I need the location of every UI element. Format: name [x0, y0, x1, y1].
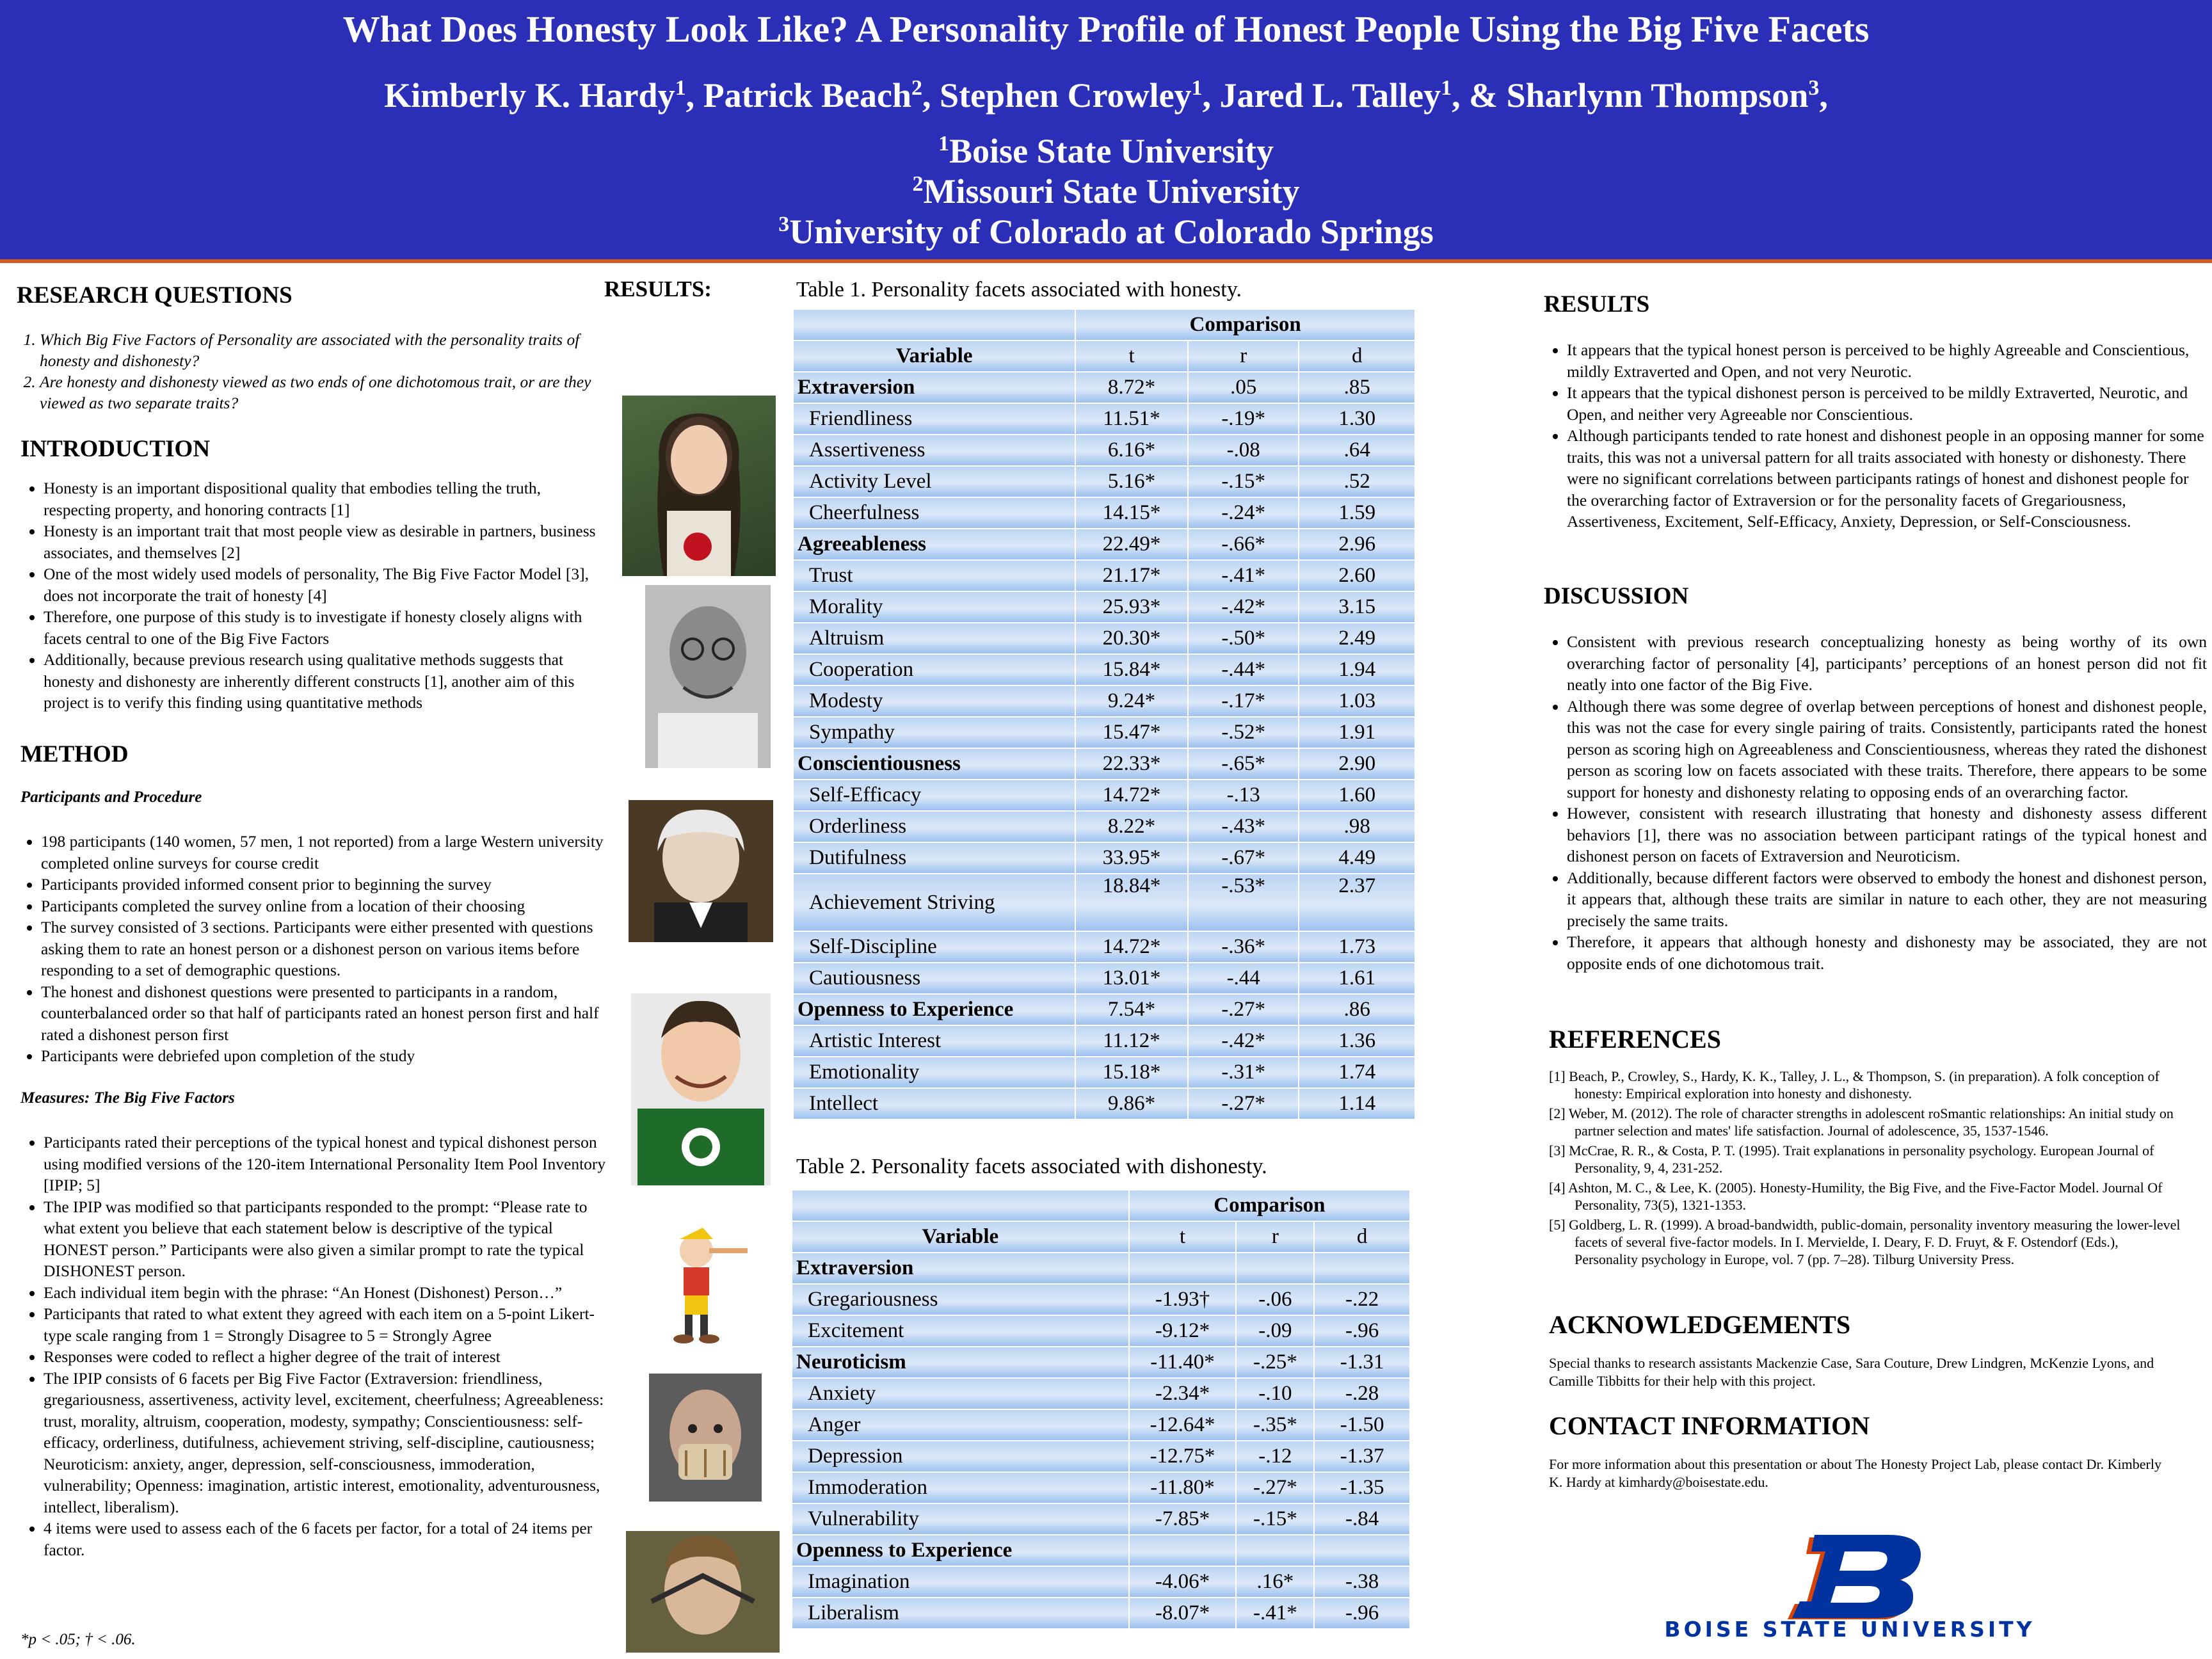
row-label: Openness to Experience [793, 994, 1075, 1025]
list-item: • Therefore, one purpose of this study is to investigate if honesty closely aligns with facets central to one of the Big Five Factors [44, 606, 607, 649]
cell-t: 7.54* [1075, 994, 1188, 1025]
method-subheading-measures: Measures: The Big Five Factors [20, 1089, 235, 1107]
row-label: Gregariousness [792, 1284, 1129, 1315]
honest-person-photo-1 [622, 396, 776, 576]
row-label: Modesty [793, 685, 1075, 717]
list-item: • Additionally, because different factors were observed to embody the honest and dishonest person, it appears that, although these traits are similar in nature to each other, they are not measuring precisely the same traits. [1567, 867, 2207, 932]
cell-r: -.27* [1236, 1472, 1314, 1503]
cell-t: 5.16* [1075, 466, 1188, 497]
cell-t: 33.95* [1075, 842, 1188, 874]
row-label: Altruism [793, 623, 1075, 654]
cell-t: -7.85* [1129, 1503, 1237, 1535]
acknowledgements-text: Special thanks to research assistants Mackenzie Case, Sara Couture, Drew Lindgren, McKenzie Lyons, and Camille Tibbitts for their help with this project. [1549, 1355, 2154, 1389]
cell-r: -.41* [1188, 560, 1299, 591]
column-header: d [1299, 341, 1415, 372]
cell-d: 1.73 [1299, 931, 1415, 963]
list-item: • Although there was some degree of overlap between perceptions of honest and dishonest people, this was not the case for every single pairing of traits. Consistently, participants rated the honest person as scoring high on Agreeableness and Conscientiousness, whereas they rated the dishonest person as scoring low on facets associated with these traits. Therefore, there appears to be some support for honesty and dishonesty relating to opposing ends of an overarching factor. [1567, 696, 2207, 803]
facet-row [793, 811, 1415, 842]
cell-t: 9.24* [1075, 685, 1188, 717]
author-separator: , & [1452, 76, 1507, 115]
author-name: Sharlynn Thompson [1506, 76, 1809, 115]
results-heading: RESULTS [1544, 291, 1650, 317]
cell-r: .05 [1188, 372, 1299, 403]
poster-title: What Does Honesty Look Like? A Personality Profile of Honest People Using the Big Five Facets [342, 8, 1870, 50]
cell-r: -.12 [1236, 1441, 1314, 1472]
cell-t: -1.93† [1129, 1284, 1237, 1315]
list-item: • One of the most widely used models of personality, The Big Five Factor Model [3], does not incorporate the trait of honesty [4] [44, 563, 607, 606]
row-label: Cautiousness [793, 963, 1075, 994]
facet-row [793, 717, 1415, 748]
cell-d: 1.03 [1299, 685, 1415, 717]
facet-row [793, 497, 1415, 529]
cell-t: -12.64* [1129, 1409, 1237, 1441]
row-label: Liberalism [792, 1598, 1129, 1629]
cell-d: -1.35 [1314, 1472, 1410, 1503]
column-header: Variable [793, 341, 1075, 372]
cell-r: -.42* [1188, 1025, 1299, 1057]
cell-t: 13.01* [1075, 963, 1188, 994]
facet-row [792, 1315, 1410, 1347]
introduction-heading: INTRODUCTION [20, 436, 211, 462]
cell-r: -.24* [1188, 497, 1299, 529]
cell-d: .98 [1299, 811, 1415, 842]
row-label: Orderliness [793, 811, 1075, 842]
cell-t: -9.12* [1129, 1315, 1237, 1347]
facet-row [793, 623, 1415, 654]
cell-d: 2.37 [1299, 874, 1415, 931]
results-label: RESULTS: [604, 276, 712, 301]
list-item: • Additionally, because previous research using qualitative methods suggests that honesty and dishonesty are inherently different constructs [1], another aim of this project is to verify this finding using quantitative methods [44, 649, 607, 714]
column-header: t [1075, 341, 1188, 372]
cell-d: 1.74 [1299, 1057, 1415, 1088]
cell-d: 2.90 [1299, 748, 1415, 780]
list-item: • Participants completed the survey online from a location of their choosing [41, 895, 611, 917]
cell-r: -.17* [1188, 685, 1299, 717]
cell-d: 2.60 [1299, 560, 1415, 591]
cell-d: -.96 [1314, 1598, 1410, 1629]
author-name: Jared L. Talley [1219, 76, 1441, 115]
cell-d: -.38 [1314, 1566, 1410, 1598]
cell-t: 11.51* [1075, 403, 1188, 435]
table-header-row [792, 1221, 1410, 1253]
cell-r: -.41* [1236, 1598, 1314, 1629]
author-affiliation-mark: 1 [1191, 76, 1203, 100]
cell-t: 22.49* [1075, 529, 1188, 560]
cell-d: 1.60 [1299, 780, 1415, 811]
logo-wordmark: BOISE STATE UNIVERSITY [1664, 1617, 2035, 1642]
cell-r: -.65* [1188, 748, 1299, 780]
cell-t: 14.72* [1075, 780, 1188, 811]
facet-row [792, 1566, 1410, 1598]
facet-row [792, 1409, 1410, 1441]
cell-r: -.13 [1188, 780, 1299, 811]
facet-row [793, 591, 1415, 623]
cell-d: .86 [1299, 994, 1415, 1025]
affiliation-1: $^1$Boise State University [938, 132, 1274, 170]
facet-row [793, 1057, 1415, 1088]
facet-row [792, 1503, 1410, 1535]
cell-t: 14.72* [1075, 931, 1188, 963]
measures-list [22, 1132, 620, 1560]
row-label: Anxiety [792, 1378, 1129, 1409]
cell-d: 1.14 [1299, 1088, 1415, 1119]
contact-text: For more information about this presentation or about The Honesty Project Lab, please contact Dr. Kimberly K. Hardy at kimhardy@boisestate.edu. [1549, 1456, 2161, 1490]
discussion-heading: DISCUSSION [1544, 583, 1689, 609]
acknowledgements-heading: ACKNOWLEDGEMENTS [1549, 1310, 1851, 1339]
honest-person-photo-3 [629, 800, 773, 942]
factor-row [793, 529, 1415, 560]
row-label: Extraversion [793, 372, 1075, 403]
reference-item: [3] McCrae, R. R., & Costa, P. T. (1995). Trait explanations in personality psychology. European Journal of Personality, 9, 4, 231-252. [1549, 1142, 2154, 1176]
cell-t: 8.72* [1075, 372, 1188, 403]
cell-r [1236, 1253, 1314, 1284]
row-label: Artistic Interest [793, 1025, 1075, 1057]
cell-r: -.10 [1236, 1378, 1314, 1409]
row-label: Extraversion [792, 1253, 1129, 1284]
cell-r: -.50* [1188, 623, 1299, 654]
cell-r: -.08 [1188, 435, 1299, 466]
cell-t: -11.80* [1129, 1472, 1237, 1503]
factor-row [793, 372, 1415, 403]
cell-t: -4.06* [1129, 1566, 1237, 1598]
facet-row [793, 560, 1415, 591]
cell-t: 15.47* [1075, 717, 1188, 748]
facet-row [792, 1441, 1410, 1472]
list-item: • Honesty is an important dispositional quality that embodies telling the truth, respecting property, and honoring contracts [1] [44, 477, 607, 520]
list-item: • Participants that rated to what extent they agreed with each item on a 5-point Likert-type scale ranging from 1 = Strongly Disagree to 5 = Strongly Agree [44, 1303, 620, 1346]
cell-t [1129, 1535, 1237, 1566]
cell-r: -.09 [1236, 1315, 1314, 1347]
list-item: • The honest and dishonest questions were presented to participants in a random, counterbalanced order so that half of participants rated an honest person first and half rated a dishonest person first [41, 981, 611, 1046]
cell-d: -1.50 [1314, 1409, 1410, 1441]
row-label: Imagination [792, 1566, 1129, 1598]
references-list [1549, 1068, 2183, 1270]
list-item: • Participants provided informed consent prior to beginning the survey [41, 874, 611, 895]
facet-row [792, 1284, 1410, 1315]
cell-r: -.15* [1188, 466, 1299, 497]
cell-t: 20.30* [1075, 623, 1188, 654]
row-label: Conscientiousness [793, 748, 1075, 780]
dishonesty-facets-table [791, 1189, 1411, 1630]
row-label: Cheerfulness [793, 497, 1075, 529]
portrait-icon [629, 800, 773, 942]
cell-t: 9.86* [1075, 1088, 1188, 1119]
factor-row [792, 1347, 1410, 1378]
honesty-facets-table [792, 309, 1416, 1120]
list-item: • Although participants tended to rate honest and dishonest people in an opposing manner for some traits, this was not a universal pattern for all traits associated with honesty or dishonesty. There were no significant correlations between participants ratings of honest and dishonest people for the overarching factor of Extraversion or for the personality facets of Gregariousness, Assertiveness, Excitement, Self-Efficacy, Anxiety, Depression, or Self-Consciousness. [1567, 425, 2207, 533]
cell-d: 1.59 [1299, 497, 1415, 529]
cell-r: -.27* [1188, 994, 1299, 1025]
list-item: • 198 participants (140 women, 57 men, 1 not reported) from a large Western university completed online surveys for course credit [41, 831, 611, 874]
cell-d: 2.49 [1299, 623, 1415, 654]
row-label: Sympathy [793, 717, 1075, 748]
cell-d: 1.30 [1299, 403, 1415, 435]
cell-d: 3.15 [1299, 591, 1415, 623]
cell-t: -2.34* [1129, 1378, 1237, 1409]
row-label: Achievement Striving [793, 874, 1075, 931]
facet-row [793, 1088, 1415, 1119]
facet-row [793, 466, 1415, 497]
facet-row [792, 1378, 1410, 1409]
row-label: Self-Discipline [793, 931, 1075, 963]
cell-d: -.28 [1314, 1378, 1410, 1409]
portrait-icon [631, 993, 771, 1185]
table-header-row [792, 1190, 1410, 1221]
cell-r: -.67* [1188, 842, 1299, 874]
author-separator: , [1202, 76, 1220, 115]
portrait-icon [649, 1374, 762, 1502]
author-name: Stephen Crowley [940, 76, 1192, 115]
author-name: Kimberly K. Hardy [384, 76, 675, 115]
cell-d: .64 [1299, 435, 1415, 466]
factor-row [792, 1535, 1410, 1566]
cell-r: -.44 [1188, 963, 1299, 994]
honest-person-photo-2 [645, 585, 771, 768]
affiliation-3: $^3$University of Colorado at Colorado Springs [778, 212, 1434, 251]
cell-t: -12.75* [1129, 1441, 1237, 1472]
cell-t: 15.18* [1075, 1057, 1188, 1088]
cell-r: -.27* [1188, 1088, 1299, 1119]
facet-row [793, 780, 1415, 811]
cell-d: 4.49 [1299, 842, 1415, 874]
honest-person-photo-4 [631, 993, 771, 1185]
facet-row [792, 1472, 1410, 1503]
list-item: 1. Which Big Five Factors of Personality are associated with the personality traits of honesty and dishonesty? [40, 329, 609, 371]
discussion-list [1545, 631, 2207, 974]
row-label: Dutifulness [793, 842, 1075, 874]
facet-row [793, 842, 1415, 874]
cell-d: 1.61 [1299, 963, 1415, 994]
dishonest-person-photo-2 [649, 1374, 762, 1502]
cell-d: -1.37 [1314, 1441, 1410, 1472]
participants-list [19, 831, 611, 1067]
cell-d: 2.96 [1299, 529, 1415, 560]
factor-row [793, 748, 1415, 780]
cell-d: 1.94 [1299, 654, 1415, 685]
portrait-icon [626, 1531, 780, 1653]
boise-state-logo [1658, 1523, 2042, 1651]
list-item: • The survey consisted of 3 sections. Participants were either presented with questions asking them to rate an honest person or a dishonest person on various items before responding to a set of demographic questions. [41, 917, 611, 981]
facet-row [793, 1025, 1415, 1057]
row-label: Openness to Experience [792, 1535, 1129, 1566]
row-label: Trust [793, 560, 1075, 591]
facet-row [793, 654, 1415, 685]
cell-r: -.42* [1188, 591, 1299, 623]
list-item: • 4 items were used to assess each of the 6 facets per factor, for a total of 24 items per factor. [44, 1518, 620, 1560]
author-separator: , [685, 76, 703, 115]
b-logo-icon [1658, 1523, 2042, 1619]
cell-r: -.31* [1188, 1057, 1299, 1088]
table-header-row [793, 309, 1415, 341]
contact-heading: CONTACT INFORMATION [1549, 1411, 1870, 1440]
facet-row [792, 1598, 1410, 1629]
poster-header [0, 0, 2212, 263]
pinocchio-icon [639, 1225, 749, 1344]
factor-row [792, 1253, 1410, 1284]
significance-footnote: *p < .05; † < .06. [20, 1631, 136, 1648]
cell-d [1314, 1253, 1410, 1284]
cell-d: .52 [1299, 466, 1415, 497]
facet-row [793, 435, 1415, 466]
cell-t: 15.84* [1075, 654, 1188, 685]
column-header: d [1314, 1221, 1410, 1253]
row-label: Vulnerability [792, 1503, 1129, 1535]
affiliation-2: $^2$Missouri State University [912, 172, 1300, 211]
cell-t: -11.40* [1129, 1347, 1237, 1378]
portrait-icon [622, 396, 776, 576]
row-label: Emotionality [793, 1057, 1075, 1088]
row-label: Immoderation [792, 1472, 1129, 1503]
method-heading: METHOD [20, 741, 129, 767]
author-separator: , [1819, 76, 1828, 115]
row-label: Intellect [793, 1088, 1075, 1119]
list-item: • The IPIP consists of 6 facets per Big Five Factor (Extraversion: friendliness, gregariousness, assertiveness, activity level, excitement, cheerfulness; Agreeableness: trust, morality, altruism, cooperation, modesty, sympathy; Conscientiousness: self-efficacy, orderliness, dutifulness, achievement striving, self-discipline, cautiousness; Neuroticism: anxiety, anger, depression, self-consciousness, immoderation, vulnerability; Openness: imagination, artistic interest, emotionality, adventurousness, intellect, liberalism). [44, 1368, 620, 1518]
list-item: • It appears that the typical honest person is perceived to be highly Agreeable and Conscientious, mildly Extraverted and Open, and not very Neurotic. [1567, 339, 2207, 382]
list-item: 2. Are honesty and dishonesty viewed as two ends of one dichotomous trait, or are they viewed as two separate traits? [40, 371, 609, 413]
list-item: • Therefore, it appears that although honesty and dishonesty may be associated, they are not opposite ends of one dichotomous trait. [1567, 931, 2207, 974]
table-header-row [793, 341, 1415, 372]
facet-row [793, 685, 1415, 717]
comparison-header: Comparison [1129, 1190, 1410, 1221]
facet-row [793, 403, 1415, 435]
list-item: • Responses were coded to reflect a higher degree of the trait of interest [44, 1346, 620, 1368]
row-label: Morality [793, 591, 1075, 623]
cell-d: -1.31 [1314, 1347, 1410, 1378]
cell-r: -.19* [1188, 403, 1299, 435]
dishonest-person-photo-3 [626, 1531, 780, 1653]
cell-d: -.96 [1314, 1315, 1410, 1347]
author-affiliation-mark: 1 [675, 76, 686, 100]
list-item: • Honesty is an important trait that most people view as desirable in partners, business associates, and themselves [2] [44, 520, 607, 563]
reference-item: [4] Ashton, M. C., & Lee, K. (2005). Honesty-Humility, the Big Five, and the Five-Factor Model. Journal Of Personality, 73(5), 1321-1353. [1549, 1180, 2163, 1213]
author-separator: , [922, 76, 940, 115]
facet-row [793, 874, 1415, 931]
cell-d: -.22 [1314, 1284, 1410, 1315]
cell-r: -.53* [1188, 874, 1299, 931]
cell-t: -8.07* [1129, 1598, 1237, 1629]
cell-r: -.25* [1236, 1347, 1314, 1378]
cell-r: -.43* [1188, 811, 1299, 842]
column-header: Variable [792, 1221, 1129, 1253]
results-list [1545, 339, 2207, 533]
portrait-icon [645, 585, 771, 768]
author-affiliation-mark: 3 [1808, 76, 1820, 100]
cell-d: 1.91 [1299, 717, 1415, 748]
cell-r: -.66* [1188, 529, 1299, 560]
reference-item: [5] Goldberg, L. R. (1999). A broad-bandwidth, public-domain, personality inventory measuring the lower-level facets of several five-factor models. In I. Mervielde, I. Deary, F. D. Fruyt, & F. Ostendorf (Eds.), Personality psychology in Europe, vol. 7 (pp. 7–28). Tilburg University Press. [1549, 1217, 2181, 1267]
row-label: Depression [792, 1441, 1129, 1472]
cell-t: 18.84* [1075, 874, 1188, 931]
row-label: Neuroticism [792, 1347, 1129, 1378]
list-item: • It appears that the typical dishonest person is perceived to be mildly Extraverted, Neurotic, and Open, and neither very Agreeable nor Conscientious. [1567, 382, 2207, 425]
list-item: • Participants rated their perceptions of the typical honest and typical dishonest person using modified versions of the 120-item International Personality Item Pool Inventory [IPIP; 5] [44, 1132, 620, 1196]
list-item: • Consistent with previous research conceptualizing honesty as being worthy of its own overarching factor of personality [4], participants’ perceptions of an honest person did not fit neatly into one factor of the Big Five. [1567, 631, 2207, 696]
cell-t [1129, 1253, 1237, 1284]
facet-row [793, 963, 1415, 994]
research-questions-heading: RESEARCH QUESTIONS [17, 282, 293, 309]
author-list [0, 76, 2212, 115]
table2-caption: Table 2. Personality facets associated with dishonesty. [796, 1155, 1267, 1178]
column-header: t [1129, 1221, 1237, 1253]
cell-r [1236, 1535, 1314, 1566]
cell-r: -.06 [1236, 1284, 1314, 1315]
references-heading: REFERENCES [1549, 1025, 1721, 1054]
row-label: Cooperation [793, 654, 1075, 685]
author-name: Patrick Beach [703, 76, 912, 115]
table1-caption: Table 1. Personality facets associated with honesty. [796, 278, 1242, 301]
cell-t: 11.12* [1075, 1025, 1188, 1057]
list-item: • Each individual item begin with the phrase: “An Honest (Dishonest) Person…” [44, 1282, 620, 1304]
author-affiliation-mark: 1 [1441, 76, 1452, 100]
row-label: Self-Efficacy [793, 780, 1075, 811]
factor-row [793, 994, 1415, 1025]
list-item: • Participants were debriefed upon completion of the study [41, 1045, 611, 1067]
cell-t: 14.15* [1075, 497, 1188, 529]
list-item: • The IPIP was modified so that participants responded to the prompt: “Please rate to what extent you believe that each statement below is descriptive of the typical HONEST person.” Participants were also given a similar prompt to rate the typical DISHONEST person. [44, 1196, 620, 1282]
cell-d: .85 [1299, 372, 1415, 403]
cell-d [1314, 1535, 1410, 1566]
cell-r: -.52* [1188, 717, 1299, 748]
cell-t: 21.17* [1075, 560, 1188, 591]
method-subheading-participants: Participants and Procedure [20, 789, 202, 806]
cell-r: -.35* [1236, 1409, 1314, 1441]
reference-item: [2] Weber, M. (2012). The role of character strengths in adolescent roSmantic relationships: An initial study on partner selection and mates' life satisfaction. Journal of adolescence, 35, 1537-1546. [1549, 1105, 2174, 1139]
cell-t: 25.93* [1075, 591, 1188, 623]
list-item: • However, consistent with research illustrating that honesty and dishonesty assess different behaviors [1], there was no association between participant ratings of the typical honest and dishonest person on facets of Extraversion and Neuroticism. [1567, 803, 2207, 867]
reference-item: [1] Beach, P., Crowley, S., Hardy, K. K., Talley, J. L., & Thompson, S. (in preparation). A folk conception of honesty: Empirical exploration into honesty and dishonesty. [1549, 1068, 2160, 1102]
column-header: r [1236, 1221, 1314, 1253]
cell-r: -.36* [1188, 931, 1299, 963]
cell-t: 6.16* [1075, 435, 1188, 466]
comparison-header: Comparison [1075, 309, 1415, 341]
research-questions-list [14, 329, 609, 413]
author-affiliation-mark: 2 [911, 76, 923, 100]
column-header: r [1188, 341, 1299, 372]
row-label: Excitement [792, 1315, 1129, 1347]
cell-t: 22.33* [1075, 748, 1188, 780]
cell-r: -.15* [1236, 1503, 1314, 1535]
row-label: Activity Level [793, 466, 1075, 497]
cell-t: 8.22* [1075, 811, 1188, 842]
cell-r: -.44* [1188, 654, 1299, 685]
cell-d: 1.36 [1299, 1025, 1415, 1057]
row-label: Assertiveness [793, 435, 1075, 466]
row-label: Friendliness [793, 403, 1075, 435]
facet-row [793, 931, 1415, 963]
introduction-list [22, 477, 607, 714]
dishonest-person-photo-1 [639, 1225, 749, 1344]
row-label: Anger [792, 1409, 1129, 1441]
cell-d: -.84 [1314, 1503, 1410, 1535]
row-label: Agreeableness [793, 529, 1075, 560]
cell-r: .16* [1236, 1566, 1314, 1598]
